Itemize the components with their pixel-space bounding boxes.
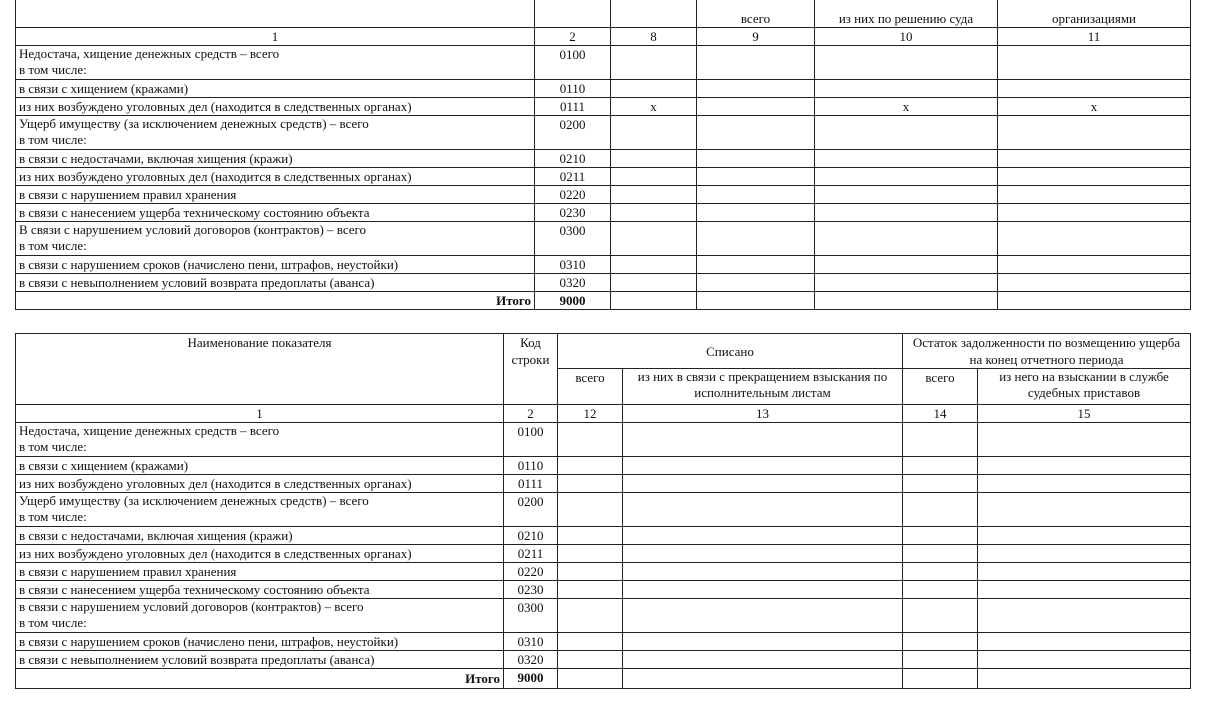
table-row	[16, 493, 1191, 527]
row-label: в связи с недостачами, включая хищения (кражи)	[16, 150, 535, 168]
column-number: 15	[978, 405, 1191, 423]
row-label: Ущерб имуществу (за исключением денежных средств) – всего в том числе:	[16, 116, 535, 150]
row-code: 0200	[504, 493, 558, 527]
column-number-row	[16, 28, 1191, 46]
row-code: 0300	[504, 599, 558, 633]
row-label: из них возбуждено уголовных дел (находится в следственных органах)	[16, 168, 535, 186]
table-row	[16, 98, 1191, 116]
row-label: В связи с нарушением условий договоров (контрактов) – всего в том числе:	[16, 222, 535, 256]
row-code: 0310	[535, 256, 611, 274]
header-row	[16, 334, 1191, 369]
column-number: 14	[903, 405, 978, 423]
header-by-court: из них по решению суда	[815, 0, 998, 28]
report-table-bottom	[15, 333, 1191, 689]
total-label: Итого	[16, 292, 535, 310]
table-row	[16, 527, 1191, 545]
header-row	[16, 0, 1191, 28]
column-number: 10	[815, 28, 998, 46]
row-label: в связи с хищением (кражами)	[16, 457, 504, 475]
row-label: в связи с нарушением сроков (начислено пени, штрафов, неустойки)	[16, 633, 504, 651]
row-label: Недостача, хищение денежных средств – всего в том числе:	[16, 423, 504, 457]
row-code: 0220	[504, 563, 558, 581]
table-row	[16, 475, 1191, 493]
row-code: 0320	[504, 651, 558, 669]
table-row	[16, 457, 1191, 475]
not-applicable-mark: x	[998, 98, 1191, 116]
table-row	[16, 222, 1191, 256]
total-row	[16, 292, 1191, 310]
header-indicator-name: Наименование показателя	[16, 334, 504, 405]
row-code: 0320	[535, 274, 611, 292]
table-row	[16, 633, 1191, 651]
table-row	[16, 186, 1191, 204]
report-table-top	[15, 0, 1191, 310]
row-label: из них возбуждено уголовных дел (находится в следственных органах)	[16, 545, 504, 563]
row-label: в связи с хищением (кражами)	[16, 80, 535, 98]
row-code: 0230	[504, 581, 558, 599]
row-code: 0111	[504, 475, 558, 493]
row-label: из них возбуждено уголовных дел (находится в следственных органах)	[16, 98, 535, 116]
row-label: в связи с нарушением сроков (начислено пени, штрафов, неустойки)	[16, 256, 535, 274]
row-label: в связи с недостачами, включая хищения (кражи)	[16, 527, 504, 545]
column-number: 1	[16, 405, 504, 423]
row-code: 0100	[504, 423, 558, 457]
row-label: в связи с невыполнением условий возврата предоплаты (аванса)	[16, 274, 535, 292]
row-code: 0200	[535, 116, 611, 150]
row-label: Ущерб имуществу (за исключением денежных средств) – всего в том числе:	[16, 493, 504, 527]
header-remaining-total: всего	[903, 369, 978, 405]
column-number: 11	[998, 28, 1191, 46]
row-code: 0220	[535, 186, 611, 204]
table-row	[16, 651, 1191, 669]
row-code: 0210	[504, 527, 558, 545]
row-code: 0230	[535, 204, 611, 222]
row-label: Недостача, хищение денежных средств – всего в том числе:	[16, 46, 535, 80]
table-row	[16, 545, 1191, 563]
row-code: 0100	[535, 46, 611, 80]
row-code: 0110	[535, 80, 611, 98]
column-number: 8	[611, 28, 697, 46]
table-row	[16, 168, 1191, 186]
table-row	[16, 80, 1191, 98]
column-number: 13	[623, 405, 903, 423]
column-number: 12	[558, 405, 623, 423]
row-label: в связи с невыполнением условий возврата предоплаты (аванса)	[16, 651, 504, 669]
column-number: 2	[504, 405, 558, 423]
row-label: в связи с нанесением ущерба техническому состоянию объекта	[16, 204, 535, 222]
total-label: Итого	[16, 669, 504, 689]
row-code: 0211	[535, 168, 611, 186]
header-written-off: Списано	[558, 334, 903, 369]
header-remaining-debt: Остаток задолженности по возмещению ущерба на конец отчетного периода	[903, 334, 1191, 369]
header-written-off-writs: из них в связи с прекращением взыскания по исполнительным листам	[623, 369, 903, 405]
table-row	[16, 423, 1191, 457]
header-written-off-total: всего	[558, 369, 623, 405]
table-row	[16, 256, 1191, 274]
header-line-code: Код строки	[504, 334, 558, 405]
table-row	[16, 116, 1191, 150]
column-number-row	[16, 405, 1191, 423]
not-applicable-mark: x	[611, 98, 697, 116]
row-label: в связи с нанесением ущерба техническому состоянию объекта	[16, 581, 504, 599]
row-label: в связи с нарушением правил хранения	[16, 186, 535, 204]
row-code: 0110	[504, 457, 558, 475]
row-label: из них возбуждено уголовных дел (находится в следственных органах)	[16, 475, 504, 493]
table-row	[16, 563, 1191, 581]
total-code: 9000	[535, 292, 611, 310]
table-row	[16, 274, 1191, 292]
table-row	[16, 46, 1191, 80]
column-number: 2	[535, 28, 611, 46]
row-code: 0210	[535, 150, 611, 168]
row-label: в связи с нарушением правил хранения	[16, 563, 504, 581]
row-label: в связи с нарушением условий договоров (контрактов) – всего в том числе:	[16, 599, 504, 633]
not-applicable-mark: x	[815, 98, 998, 116]
header-total: всего	[697, 0, 815, 28]
total-code: 9000	[504, 669, 558, 689]
table-row	[16, 150, 1191, 168]
row-code: 0111	[535, 98, 611, 116]
column-number: 9	[697, 28, 815, 46]
table-row	[16, 599, 1191, 633]
header-remaining-bailiffs: из него на взыскании в службе судебных приставов	[978, 369, 1191, 405]
table-row	[16, 204, 1191, 222]
header-by-organizations: организациями	[998, 0, 1191, 28]
total-row	[16, 669, 1191, 689]
column-number: 1	[16, 28, 535, 46]
row-code: 0310	[504, 633, 558, 651]
row-code: 0211	[504, 545, 558, 563]
table-row	[16, 581, 1191, 599]
row-code: 0300	[535, 222, 611, 256]
